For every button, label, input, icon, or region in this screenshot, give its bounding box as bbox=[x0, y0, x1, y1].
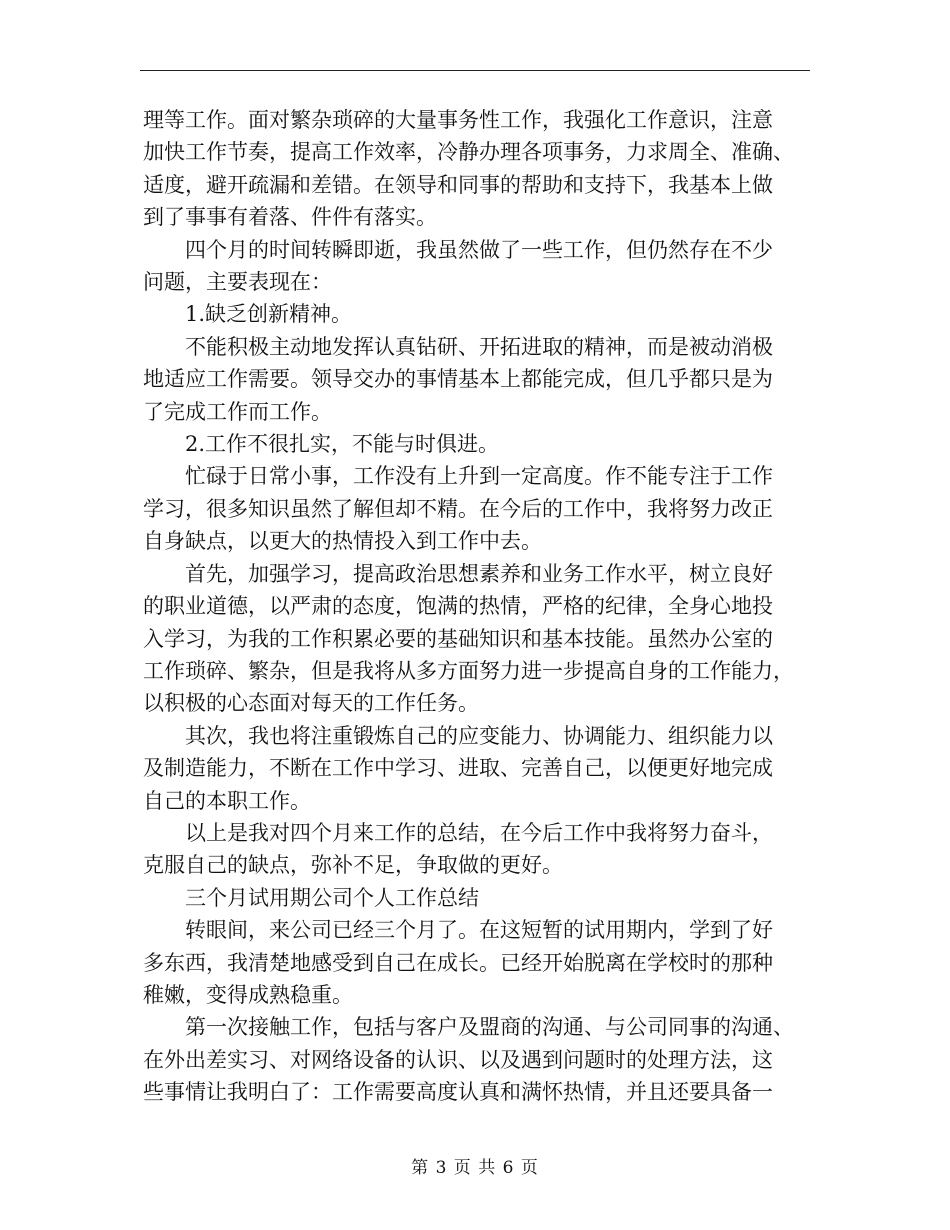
text-line: 其次，我也将注重锻炼自己的应变能力、协调能力、组织能力以 bbox=[185, 723, 773, 748]
document-body bbox=[143, 104, 811, 1109]
text-line: 四个月的时间转瞬即逝，我虽然做了一些工作，但仍然存在不少 bbox=[185, 237, 773, 262]
body-paragraph bbox=[143, 298, 811, 330]
text-line: 忙碌于日常小事，工作没有上升到一定高度。作不能专注于工作 bbox=[185, 464, 773, 489]
text-line: 克服自己的缺点，弥补不足，争取做的更好。 bbox=[143, 853, 563, 878]
header-rule bbox=[140, 70, 810, 71]
body-paragraph bbox=[143, 558, 811, 720]
body-paragraph bbox=[143, 914, 811, 1011]
text-line: 到了事事有着落、件件有落实。 bbox=[143, 205, 437, 230]
text-line: 适度，避开疏漏和差错。在领导和同事的帮助和支持下，我基本上做 bbox=[143, 172, 773, 197]
text-line: 第一次接触工作，包括与客户及盟商的沟通、与公司同事的沟通、 bbox=[185, 1015, 794, 1040]
body-paragraph bbox=[143, 817, 811, 882]
text-line: 2.工作不很扎实，不能与时俱进。 bbox=[185, 432, 500, 457]
text-line: 加快工作节奏，提高工作效率，冷静办理各项事务，力求周全、准确、 bbox=[143, 140, 794, 165]
text-line: 转眼间，来公司已经三个月了。在这短暂的试用期内，学到了好 bbox=[185, 918, 773, 943]
text-line: 些事情让我明白了：工作需要高度认真和满怀热情，并且还要具备一 bbox=[143, 1080, 773, 1105]
text-line: 在外出差实习、对网络设备的认识、以及遇到问题时的处理方法，这 bbox=[143, 1047, 773, 1072]
body-paragraph bbox=[143, 882, 811, 914]
text-line: 以上是我对四个月来工作的总结，在今后工作中我将努力奋斗， bbox=[185, 820, 773, 845]
text-line: 三个月试用期公司个人工作总结 bbox=[185, 885, 479, 910]
text-line: 不能积极主动地发挥认真钻研、开拓进取的精神，而是被动消极 bbox=[185, 334, 773, 359]
page-footer bbox=[0, 1153, 950, 1178]
body-paragraph bbox=[143, 1011, 811, 1108]
body-paragraph bbox=[143, 460, 811, 557]
text-line: 工作琐碎、繁杂，但是我将从多方面努力进一步提高自身的工作能力， bbox=[143, 658, 794, 683]
text-line: 1.缺乏创新精神。 bbox=[185, 302, 353, 327]
text-line: 地适应工作需要。领导交办的事情基本上都能完成，但几乎都只是为 bbox=[143, 367, 773, 392]
text-line: 自己的本职工作。 bbox=[143, 788, 311, 813]
text-line: 以积极的心态面对每天的工作任务。 bbox=[143, 691, 479, 716]
text-line: 学习，很多知识虽然了解但却不精。在今后的工作中，我将努力改正 bbox=[143, 496, 773, 521]
page-number-label: 第 3 页 共 6 页 bbox=[411, 1158, 539, 1178]
body-paragraph bbox=[143, 428, 811, 460]
text-line: 稚嫩，变得成熟稳重。 bbox=[143, 982, 353, 1007]
text-line: 问题，主要表现在： bbox=[143, 270, 332, 295]
text-line: 了完成工作而工作。 bbox=[143, 399, 332, 424]
text-line: 自身缺点，以更大的热情投入到工作中去。 bbox=[143, 529, 542, 554]
text-line: 理等工作。面对繁杂琐碎的大量事务性工作，我强化工作意识，注意 bbox=[143, 108, 773, 132]
body-paragraph bbox=[143, 104, 811, 234]
body-paragraph bbox=[143, 720, 811, 817]
text-line: 入学习，为我的工作积累必要的基础知识和基本技能。虽然办公室的 bbox=[143, 626, 773, 651]
text-line: 及制造能力，不断在工作中学习、进取、完善自己，以便更好地完成 bbox=[143, 756, 773, 781]
text-line: 的职业道德，以严肃的态度，饱满的热情，严格的纪律，全身心地投 bbox=[143, 594, 773, 619]
text-line: 多东西，我清楚地感受到自己在成长。已经开始脱离在学校时的那种 bbox=[143, 950, 773, 975]
body-paragraph bbox=[143, 234, 811, 299]
text-line: 首先，加强学习，提高政治思想素养和业务工作水平，树立良好 bbox=[185, 561, 773, 586]
body-paragraph bbox=[143, 331, 811, 428]
